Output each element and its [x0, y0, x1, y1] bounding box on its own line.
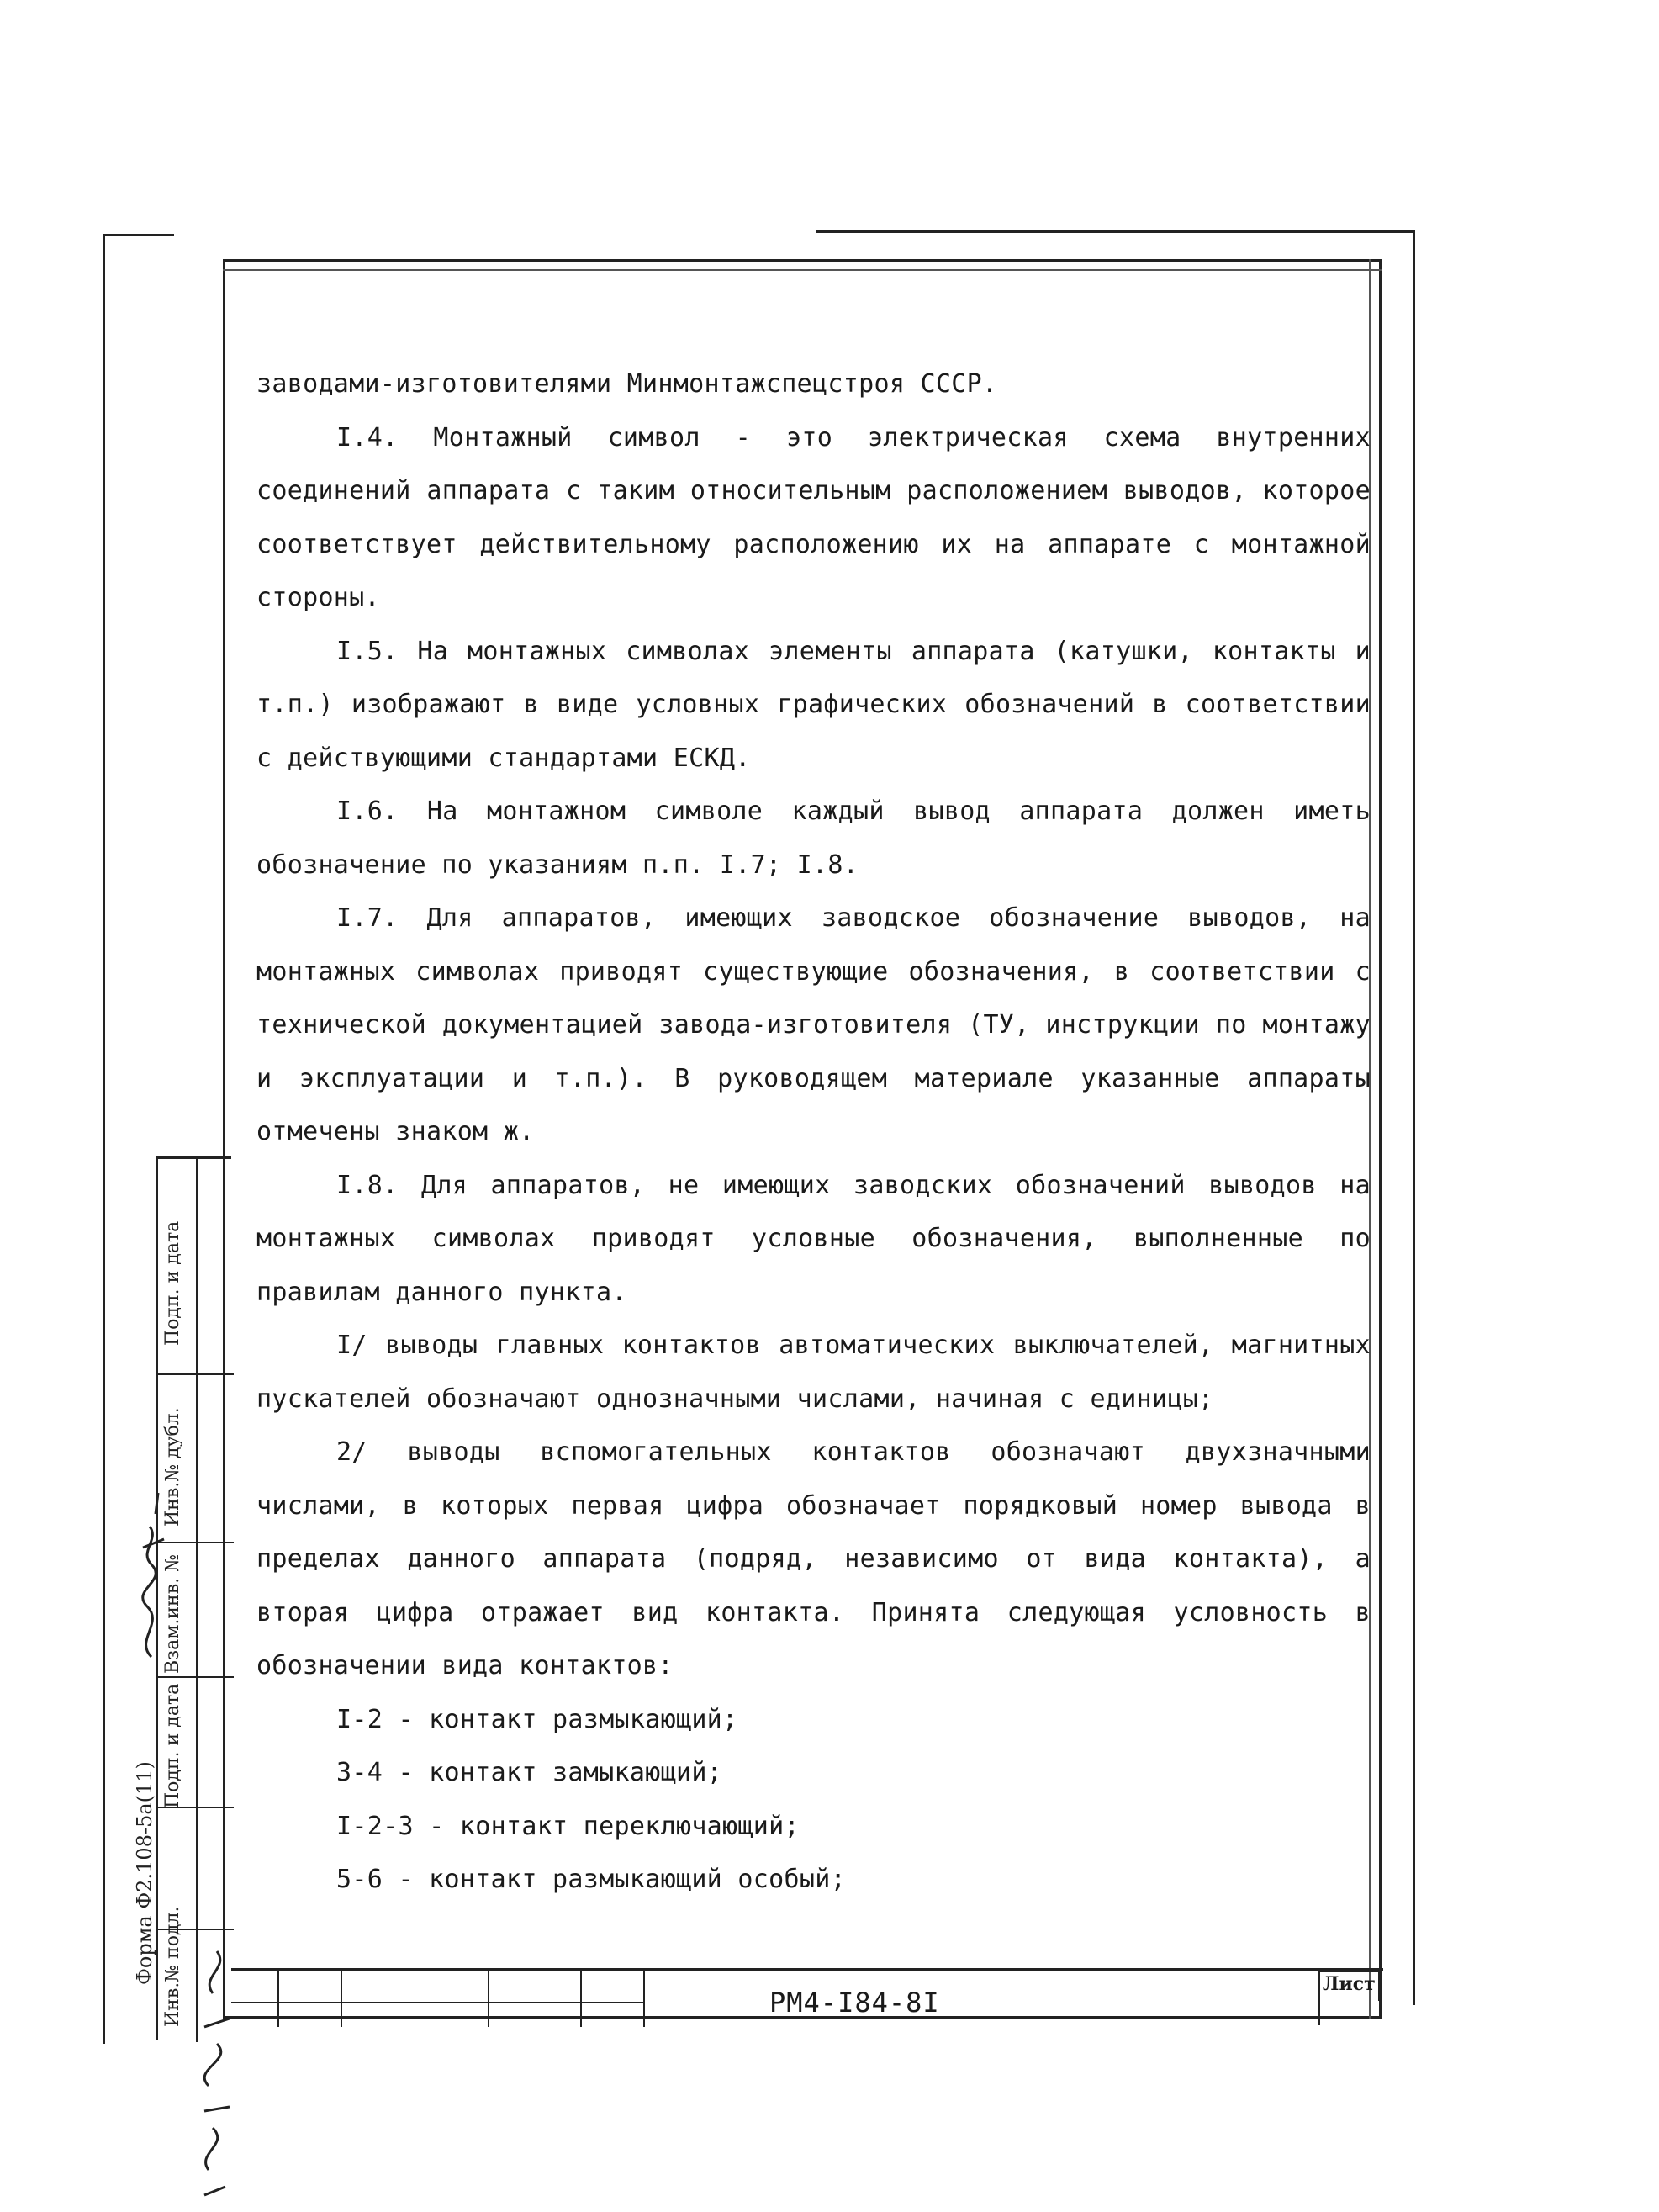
- title-block-col-divider: [277, 1968, 279, 2027]
- stamp-label-vzam-inv: Взам.инв. №: [162, 1554, 183, 1674]
- contact-type-4: 5-6 - контакт размыкающий особый;: [336, 1865, 846, 1894]
- outer-frame-top-left: [103, 234, 174, 236]
- stamp-label-podp-data-2: Подп. и дата: [162, 1220, 183, 1346]
- paragraph-1-5: I.5. На монтажных символах элементы аппарата (катушки, контакты и т.п.) изображают в виде условных графических обозначений в соответствии с действующими стандартами ЕСКД.: [256, 636, 1371, 773]
- sheet-column-divider: [1318, 1971, 1320, 2025]
- list-item-aux-contacts: 2/ выводы вспомогательных контактов обозначают двухзначными числами, в которых первая цифра обозначает порядковый номер вывода в пределах данного аппарата (подряд, независимо от вида контакта), а вторая цифра отражает вид контакта. Принята следующая условность в обозначении вида контактов:: [256, 1437, 1371, 1680]
- list-item-main-contacts: I/ выводы главных контактов автоматических выключателей, магнитных пускателей обозначают однозначными числами, начиная с единицы;: [256, 1331, 1371, 1414]
- sheet-label: Лист: [1323, 1973, 1376, 1995]
- outer-frame-top: [816, 230, 1413, 233]
- contact-type-3: I-2-3 - контакт переключающий;: [336, 1811, 800, 1841]
- title-block-col-divider: [643, 1968, 645, 2027]
- paragraph-1-6: I.6. На монтажном символе каждый вывод аппарата должен иметь обозначение по указаниям п.п. I.7; I.8.: [256, 796, 1371, 880]
- stamp-label-podp-data-1: Подп. и дата: [162, 1683, 183, 1808]
- frame-inner-top-line: [223, 269, 1382, 271]
- stamp-label-inv-podl: Инв.№ подл.: [162, 1906, 183, 2027]
- contact-type-2: 3-4 - контакт замыкающий;: [336, 1758, 723, 1787]
- stamp-row-divider: [158, 1373, 234, 1375]
- document-body: [256, 357, 1371, 1907]
- stamp-row-divider: [158, 1676, 234, 1678]
- handwritten-signature: [126, 1489, 177, 1665]
- title-block-col-divider: [488, 1968, 489, 2027]
- document-code: РМ4-I84-8I: [769, 1987, 940, 2019]
- title-block-col-divider: [341, 1968, 342, 2027]
- form-number: Форма Ф2.108-5а(11): [133, 1761, 156, 1985]
- paragraph-1-8: I.8. Для аппаратов, не имеющих заводских обозначений выводов на монтажных символах приводят условные обозначения, выполненные по правилам данного пункта.: [256, 1170, 1371, 1307]
- outer-frame-left: [103, 234, 105, 2044]
- paragraph-continuation: заводами-изготовителями Минмонтажспецстроя СССР.: [256, 369, 998, 399]
- paragraph-1-7: I.7. Для аппаратов, имеющих заводское обозначение выводов, на монтажных символах приводят существующие обозначения, в соответствии с технической документацией завода-изготовителя (ТУ, инструкции по монтажу и эксплуатации и т.п.). В руководящем материале указанные аппараты отмечены знаком ж.: [256, 903, 1371, 1146]
- title-block-col-divider: [580, 1968, 582, 2027]
- outer-frame-right: [1413, 230, 1415, 2005]
- stamp-label-inv-dubl: Инв.№ дубл.: [162, 1407, 183, 1527]
- paragraph-1-4: I.4. Монтажный символ - это электрическая схема внутренних соединений аппарата с таким относительным расположением выводов, которое соответствует действительному расположению их на аппарате с монтажной стороны.: [256, 422, 1371, 612]
- contact-type-1: I-2 - контакт размыкающий;: [336, 1704, 738, 1734]
